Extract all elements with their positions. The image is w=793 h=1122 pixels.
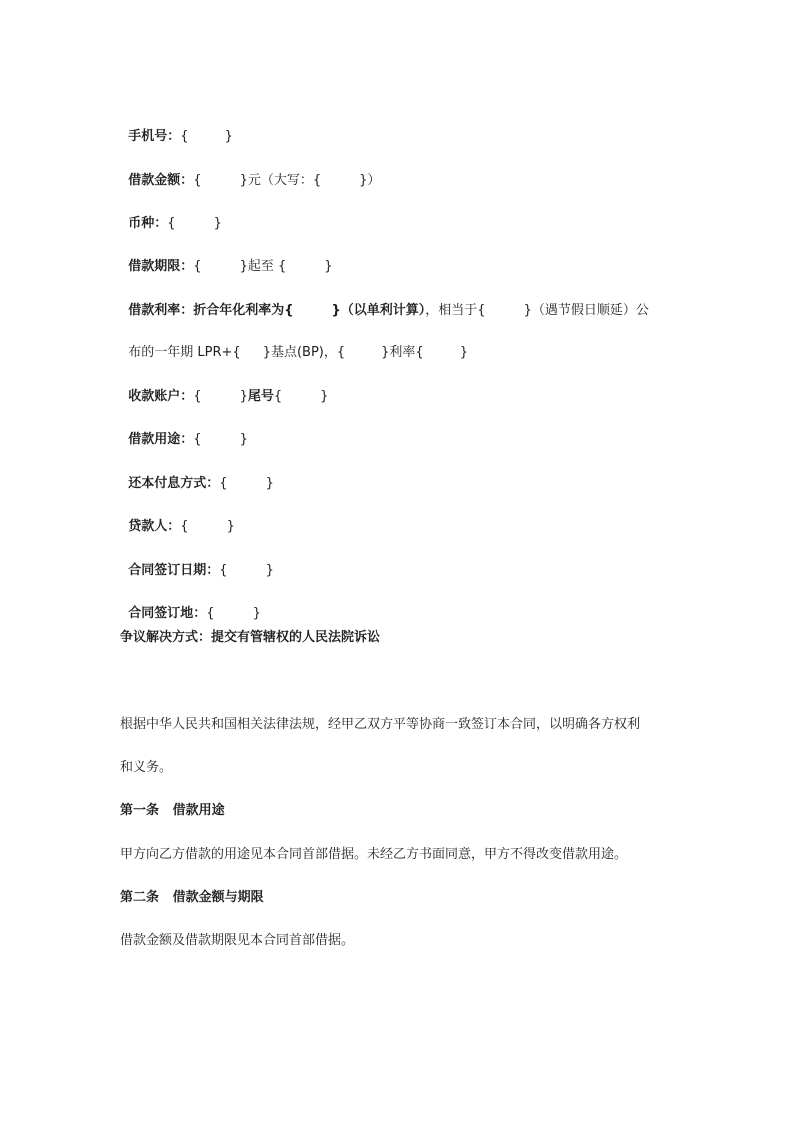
field-label: 合同签订地： xyxy=(128,606,207,621)
field-label: 借款利率：折合年化利率为{ xyxy=(128,303,294,318)
field-dispute-resolution: 争议解决方式：提交有管辖权的人民法院诉讼 xyxy=(120,630,381,645)
field-signing-place xyxy=(120,584,261,621)
text-segment: }元（大写：{ xyxy=(239,173,322,188)
field-label: 借款金额： xyxy=(128,173,194,188)
text-segment: ，相当于{ xyxy=(425,303,486,318)
field-label: 手机号： xyxy=(128,129,181,144)
preamble-line-1: 根据中华人民共和国相关法律法规，经甲乙双方平等协商一致签订本合同，以明确各方权利 xyxy=(120,717,641,732)
placeholder-close: } xyxy=(265,563,274,578)
field-label: 币种： xyxy=(128,216,168,231)
article-1-body: 甲方向乙方借款的用途见本合同首部借据。未经乙方书面同意，甲方不得改变借款用途。 xyxy=(120,847,628,862)
placeholder-close: } xyxy=(213,216,222,231)
field-label: 尾号 xyxy=(247,389,274,404)
placeholder-open: { xyxy=(219,476,228,491)
field-loan-amount xyxy=(120,151,381,188)
article-1-title: 第一条 借款用途 xyxy=(120,803,225,818)
placeholder-open: { xyxy=(180,519,189,534)
text-segment: }（遇节假日顺延）公 xyxy=(523,303,649,318)
field-loan-term xyxy=(120,237,333,274)
placeholder-open: { xyxy=(206,606,215,621)
placeholder-close: } xyxy=(324,259,333,274)
placeholder-close: }） xyxy=(359,173,381,188)
field-currency xyxy=(120,194,222,231)
field-interest-rate-cont xyxy=(120,323,468,360)
placeholder-close: } xyxy=(320,389,329,404)
field-label: 贷款人： xyxy=(128,519,181,534)
preamble-line-2: 和义务。 xyxy=(120,760,173,775)
placeholder-open: { xyxy=(193,432,202,447)
field-signing-date xyxy=(120,541,274,578)
field-lender xyxy=(120,497,235,534)
text-segment: }基点(BP)，{ xyxy=(262,345,346,360)
field-repayment-method xyxy=(120,454,274,491)
article-2-title: 第二条 借款金额与期限 xyxy=(120,890,264,905)
article-2-body: 借款金额及借款期限见本合同首部借据。 xyxy=(120,933,355,948)
field-interest-rate xyxy=(120,281,649,318)
placeholder-close: } xyxy=(239,432,248,447)
field-receiving-account xyxy=(120,367,329,404)
placeholder-close: } xyxy=(252,606,261,621)
placeholder-open: { xyxy=(273,389,283,404)
text-segment: }起至 { xyxy=(239,259,287,274)
text-segment: }利率{ xyxy=(381,345,424,360)
field-label: 收款账户： xyxy=(128,389,194,404)
placeholder-close: } xyxy=(265,476,274,491)
placeholder-open: { xyxy=(167,216,176,231)
placeholder-close: } xyxy=(459,345,468,360)
placeholder-open: { xyxy=(193,259,202,274)
field-label: 合同签订日期： xyxy=(128,563,220,578)
field-phone xyxy=(120,107,233,144)
placeholder-close: } xyxy=(224,129,233,144)
placeholder-close: } xyxy=(226,519,235,534)
placeholder-close: } xyxy=(239,389,248,404)
text-segment: }（以单利计算） xyxy=(331,303,426,318)
field-label: 借款用途： xyxy=(128,432,194,447)
placeholder-open: { xyxy=(219,563,228,578)
placeholder-open: { xyxy=(180,129,189,144)
text-segment: 布的一年期 LPR+{ xyxy=(128,345,241,360)
field-label: 还本付息方式： xyxy=(128,476,220,491)
placeholder-open: { xyxy=(193,173,202,188)
field-loan-purpose xyxy=(120,410,248,447)
placeholder-open: { xyxy=(193,389,202,404)
field-label: 借款期限： xyxy=(128,259,194,274)
